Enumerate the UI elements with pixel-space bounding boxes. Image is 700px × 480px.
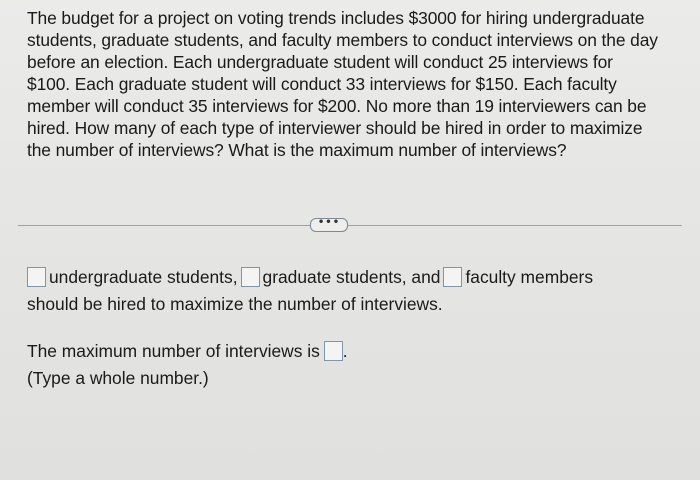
faculty-label: faculty members [465,267,594,287]
section-divider [18,225,682,226]
question-line: member will conduct 35 interviews for $200. No more than 19 interviewers can be [27,96,647,116]
question-line: The budget for a project on voting trends includes $3000 for hiring undergraduate [27,8,645,28]
question-line: the number of interviews? What is the maximum number of interviews? [27,140,567,160]
faculty-answer-input[interactable] [443,267,462,287]
graduate-answer-input[interactable] [241,267,260,287]
max-interviews-sentence [27,340,348,362]
question-line: hired. How many of each type of interviewer should be hired in order to maximize [27,118,643,138]
undergrad-answer-input[interactable] [27,267,46,287]
undergrad-label: undergraduate students, [49,267,238,287]
answer-format-hint: (Type a whole number.) [27,368,209,388]
question-line: before an election. Each undergraduate student will conduct 25 interviews for [27,52,613,72]
more-options-button[interactable]: ••• [310,218,348,232]
sentence-period: . [342,341,348,361]
question-line: students, graduate students, and faculty members to conduct interviews on the day [27,30,658,50]
question-line: $100. Each graduate student will conduct 33 interviews for $150. Each faculty [27,74,617,94]
max-interviews-label: The maximum number of interviews is [27,341,320,361]
answer-sentence-continuation: should be hired to maximize the number of interviews. [27,294,443,314]
max-interviews-input[interactable] [324,341,343,361]
answer-sentence [27,266,593,288]
question-text [27,7,677,161]
graduate-label: graduate students, and [262,267,441,287]
